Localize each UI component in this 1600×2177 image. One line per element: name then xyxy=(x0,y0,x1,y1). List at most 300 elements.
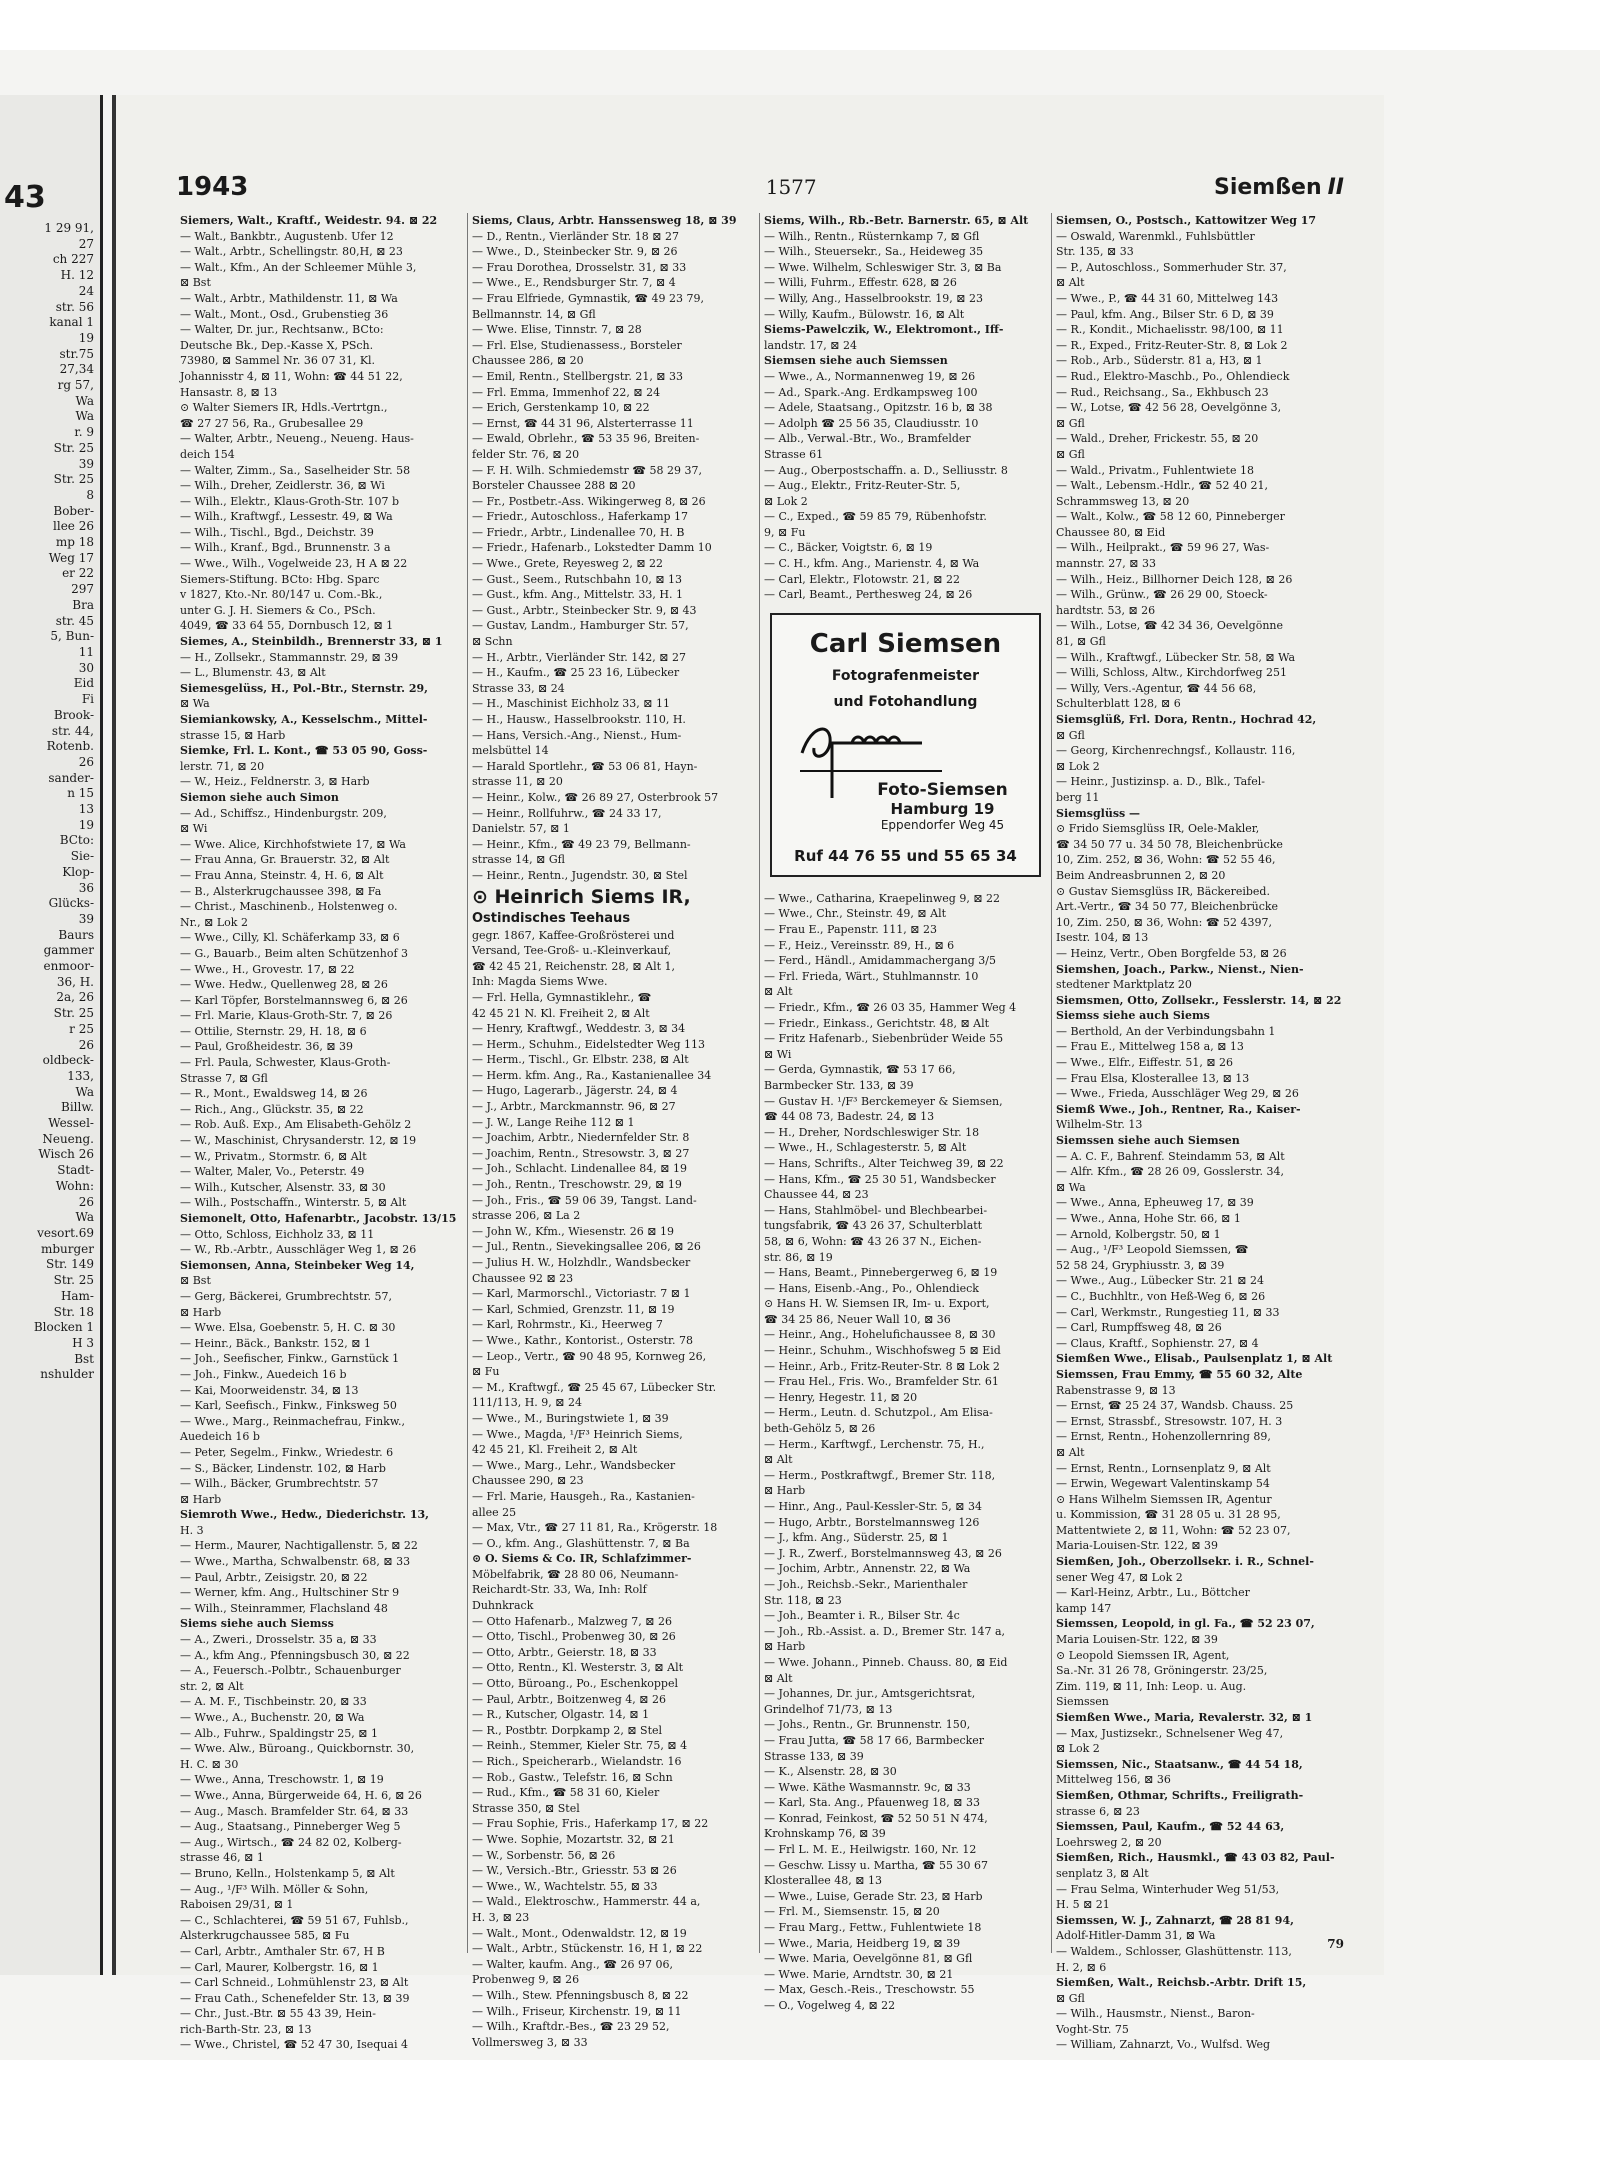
previous-page-fragment: Bra xyxy=(72,597,94,612)
ad-city: Hamburg 19 xyxy=(890,799,995,818)
directory-entry: — J. R., Zwerf., Borstelmannsweg 43, ⊠ 26 xyxy=(764,1546,1002,1560)
directory-entry: — Rob. Auß. Exp., Am Elisabeth-Gehölz 2 xyxy=(180,1118,412,1132)
directory-heading-entry: Siemßen, Joh., Oberzollsekr. i. R., Schnel- xyxy=(1056,1555,1314,1569)
directory-entry: deich 154 xyxy=(180,447,235,461)
directory-entry: — Paul, kfm. Ang., Bilser Str. 6 D, ⊠ 39 xyxy=(1056,307,1274,321)
previous-page-fragment: Str. 25 xyxy=(53,1006,94,1021)
directory-entry: ⊙ Leopold Siemssen IR, Agent, xyxy=(1056,1648,1230,1662)
directory-entry: — Wwe. Maria, Oevelgönne 81, ⊠ Gfl xyxy=(764,1952,973,1966)
directory-entry: Str. 135, ⊠ 33 xyxy=(1056,245,1134,259)
previous-page-fragment: Wa xyxy=(75,1210,94,1225)
directory-entry: ⊠ Alt xyxy=(764,1671,793,1685)
directory-entry: ⊠ Harb xyxy=(180,1492,222,1506)
directory-entry: — John W., Kfm., Wiesenstr. 26 ⊠ 19 xyxy=(472,1224,674,1238)
directory-entry: — Aug., ¹/F³ Leopold Siemssen, ☎ xyxy=(1056,1243,1249,1257)
directory-entry: — Wald., Dreher, Frickestr. 55, ⊠ 20 xyxy=(1056,432,1259,446)
directory-entry: — Frl. Frieda, Wärt., Stuhlmannstr. 10 xyxy=(764,969,979,983)
directory-entry: 9, ⊠ Fu xyxy=(764,525,806,539)
previous-page-fragment: Str. 149 xyxy=(46,1257,94,1272)
directory-entry: Chaussee 286, ⊠ 20 xyxy=(472,354,584,368)
directory-entry: strasse 15, ⊠ Harb xyxy=(180,728,286,742)
directory-entry: — Walt., Kolw., ☎ 58 12 60, Pinneberger xyxy=(1056,510,1285,524)
directory-entry: — Wilh., Postschaffn., Winterstr. 5, ⊠ Alt xyxy=(180,1196,407,1210)
previous-page-fragment: llee 26 xyxy=(53,519,94,534)
directory-entry: ⊠ Alt xyxy=(764,1453,793,1467)
previous-page-fragment: 5, Bun- xyxy=(50,629,94,644)
directory-entry: ⊠ Harb xyxy=(180,1305,222,1319)
directory-entry: — Ferd., Händl., Amidammachergang 3/5 xyxy=(764,954,996,968)
directory-entry: — Wwe. Marie, Arndtstr. 30, ⊠ 21 xyxy=(764,1967,954,1981)
directory-entry: — Wwe., Luise, Gerade Str. 23, ⊠ Harb xyxy=(764,1889,983,1903)
previous-page-fragment: Str. 18 xyxy=(53,1304,94,1319)
previous-page-fragment: Str. 25 xyxy=(53,440,94,455)
directory-entry: — Wald., Privatm., Fuhlentwiete 18 xyxy=(1056,463,1254,477)
directory-entry: — Otto, Tischl., Probenweg 30, ⊠ 26 xyxy=(472,1630,676,1644)
directory-entry: Chaussee 44, ⊠ 23 xyxy=(764,1188,869,1202)
directory-entry: — Rich., Speicherarb., Wielandstr. 16 xyxy=(472,1755,682,1768)
directory-entry: ⊠ Gfl xyxy=(1056,416,1085,430)
directory-entry: — Willy, Kaufm., Bülowstr. 16, ⊠ Alt xyxy=(764,307,965,321)
directory-entry: — Frau Elsa, Klosterallee 13, ⊠ 13 xyxy=(1056,1071,1250,1085)
directory-entry: — Frl. Hella, Gymnastiklehr., ☎ xyxy=(472,990,652,1004)
directory-entry: — Frl. Marie, Klaus-Groth-Str. 7, ⊠ 26 xyxy=(180,1009,393,1023)
directory-entry: 10, Zim. 250, ⊠ 36, Wohn: ☎ 52 4397, xyxy=(1056,915,1273,929)
directory-entry: — H., Dreher, Nordschleswiger Str. 18 xyxy=(764,1125,980,1139)
directory-entry: — Wilh., Bäcker, Grumbrechtstr. 57 xyxy=(180,1477,379,1491)
directory-entry: — Frl. Paula, Schwester, Klaus-Groth- xyxy=(180,1056,391,1070)
directory-entry: — Ewald, Obrlehr., ☎ 53 35 96, Breiten- xyxy=(472,432,700,446)
directory-entry: — Hugo, Arbtr., Borstelmannsweg 126 xyxy=(764,1515,980,1529)
directory-entry: Sa.-Nr. 31 26 78, Gröningerstr. 23/25, xyxy=(1056,1664,1268,1678)
directory-heading-entry: Siemsen siehe auch Siemssen xyxy=(764,354,948,368)
running-head-roman: II xyxy=(1327,174,1344,200)
directory-entry: 4049, ☎ 33 64 55, Dornbusch 12, ⊠ 1 xyxy=(180,619,394,633)
directory-entry: — K., Alsenstr. 28, ⊠ 30 xyxy=(764,1765,897,1779)
directory-entry: — Heinr., Bäck., Bankstr. 152, ⊠ 1 xyxy=(180,1336,371,1350)
directory-entry: — Geschw. Lissy u. Martha, ☎ 55 30 67 xyxy=(764,1858,989,1872)
directory-entry: H. 5 ⊠ 21 xyxy=(1056,1898,1110,1912)
ad-title-1: Fotografenmeister xyxy=(831,667,980,684)
directory-entry: Raboisen 29/31, ⊠ 1 xyxy=(180,1898,294,1912)
directory-entry: — A. C. F., Bahrenf. Steindamm 53, ⊠ Alt xyxy=(1056,1149,1285,1163)
directory-entry: — W., Privatm., Stormstr. 6, ⊠ Alt xyxy=(180,1149,367,1163)
directory-entry: — Frau Anna, Steinstr. 4, H. 6, ⊠ Alt xyxy=(180,868,384,882)
directory-entry: ⊠ Schn xyxy=(472,635,513,649)
directory-entry: ⊠ Lok 2 xyxy=(1056,1742,1100,1756)
directory-entry: — Frau Sophie, Fris., Haferkamp 17, ⊠ 22 xyxy=(472,1817,709,1831)
directory-entry: — Hans, Beamt., Pinnebergerweg 6, ⊠ 19 xyxy=(764,1266,998,1280)
directory-entry: — Wwe., M., Buringstwiete 1, ⊠ 39 xyxy=(472,1411,669,1425)
previous-page-fragment: nshulder xyxy=(40,1367,94,1382)
directory-entry: 52 58 24, Gryphiusstr. 3, ⊠ 39 xyxy=(1056,1258,1225,1272)
previous-page-fragment: str. 44, xyxy=(51,723,94,738)
column-1 xyxy=(176,213,468,2052)
directory-entry: — Wwe., Cilly, Kl. Schäferkamp 33, ⊠ 6 xyxy=(180,931,400,945)
ad-shop-block xyxy=(852,780,1033,832)
directory-entry: — Wwe., A., Buchenstr. 20, ⊠ Wa xyxy=(180,1711,365,1724)
previous-page-fragment: Wa xyxy=(75,1084,94,1099)
directory-entry: — C., Buchhltr., von Heß-Weg 6, ⊠ 26 xyxy=(1056,1289,1266,1303)
directory-entry: — Herm., Maurer, Nachtigallenstr. 5, ⊠ 22 xyxy=(180,1539,418,1553)
directory-entry: 73980, ⊠ Sammel Nr. 36 07 31, Kl. xyxy=(180,354,376,368)
directory-entry: — R., Kutscher, Olgastr. 14, ⊠ 1 xyxy=(472,1708,650,1722)
directory-heading-entry: Siemke, Frl. L. Kont., ☎ 53 05 90, Goss- xyxy=(180,744,428,758)
directory-entry: sener Weg 47, ⊠ Lok 2 xyxy=(1056,1570,1183,1584)
directory-entry: — Gust., kfm. Ang., Mittelstr. 33, H. 1 xyxy=(472,588,683,602)
directory-entry: — Arnold, Kolbergstr. 50, ⊠ 1 xyxy=(1056,1227,1221,1241)
directory-entry: Schrammsweg 13, ⊠ 20 xyxy=(1056,494,1190,508)
directory-entry: — Walter, Maler, Vo., Peterstr. 49 xyxy=(180,1165,365,1179)
directory-entry: Wilhelm-Str. 13 xyxy=(1056,1118,1143,1132)
previous-page-fragment: Wessel- xyxy=(48,1116,94,1131)
directory-entry: — Aug., Masch. Bramfelder Str. 64, ⊠ 33 xyxy=(180,1804,409,1818)
previous-page-fragment: Blocken 1 xyxy=(33,1320,94,1335)
directory-entry: Vollmersweg 3, ⊠ 33 xyxy=(472,2035,588,2049)
directory-entry: — Wilh., Heiz., Billhorner Deich 128, ⊠ 26 xyxy=(1056,572,1293,586)
directory-entry: rich-Barth-Str. 23, ⊠ 13 xyxy=(180,2022,312,2036)
previous-page-fragment: Weg 17 xyxy=(48,550,94,565)
directory-entry: mannstr. 27, ⊠ 33 xyxy=(1056,557,1156,571)
previous-page-fragment: 27,34 xyxy=(59,362,94,377)
directory-entry: — Joh., Rentn., Treschowstr. 29, ⊠ 19 xyxy=(472,1178,682,1192)
directory-entry: — Wwe. Alw., Büroang., Quickbornstr. 30, xyxy=(180,1742,415,1756)
directory-heading-entry: Siemssen, Nic., Staatsanw., ☎ 44 54 18, xyxy=(1056,1757,1303,1771)
directory-entry: ⊠ Gfl xyxy=(1056,447,1085,461)
directory-entry: — Christ., Maschinenb., Holstenweg o. xyxy=(180,900,398,914)
directory-entry: — Heinr., Arb., Fritz-Reuter-Str. 8 ⊠ Lok 2 xyxy=(764,1359,1000,1373)
directory-entry: — Jul., Rentn., Sievekingsallee 206, ⊠ 26 xyxy=(472,1240,701,1254)
directory-entry: lerstr. 71, ⊠ 20 xyxy=(180,759,265,773)
directory-entry: — Gerg, Bäckerei, Grumbrechtstr. 57, xyxy=(180,1289,392,1303)
directory-entry: — Otto, Arbtr., Geierstr. 18, ⊠ 33 xyxy=(472,1645,657,1659)
directory-entry: — Friedr., Hafenarb., Lokstedter Damm 10 xyxy=(472,541,712,555)
directory-entry: felder Str. 76, ⊠ 20 xyxy=(472,447,580,461)
directory-heading-entry: Siemssen, Leopold, in gl. Fa., ☎ 52 23 07, xyxy=(1056,1617,1315,1631)
directory-entry: — W., Sorbenstr. 56, ⊠ 26 xyxy=(472,1848,616,1862)
directory-entry: — Aug., Oberpostschaffn. a. D., Selliusstr. 8 xyxy=(764,463,1008,477)
directory-entry: — Peter, Segelm., Finkw., Wriedestr. 6 xyxy=(180,1445,394,1459)
previous-page-fragment: 11 xyxy=(78,644,94,659)
directory-heading-entry: Siemssen siehe auch Siemsen xyxy=(1056,1134,1240,1148)
directory-entry: — Gustav, Landm., Hamburger Str. 57, xyxy=(472,619,689,633)
directory-entry: ⊠ Wi xyxy=(764,1047,792,1061)
directory-entry: — Werner, kfm. Ang., Hultschiner Str 9 xyxy=(180,1586,400,1600)
directory-entry: — Walter, Zimm., Sa., Saselheider Str. 58 xyxy=(180,463,411,477)
directory-entry: — Herm. kfm. Ang., Ra., Kastanienallee 34 xyxy=(472,1068,712,1082)
directory-heading-entry: Ostindisches Teehaus xyxy=(472,910,631,926)
directory-entry: — Willi, Fuhrm., Effestr. 628, ⊠ 26 xyxy=(764,276,957,290)
directory-heading-entry: Siemroth Wwe., Hedw., Diederichstr. 13, xyxy=(180,1508,429,1522)
directory-entry: — O., Vogelweg 4, ⊠ 22 xyxy=(764,1999,896,2012)
directory-entry: — Wwe., Marg., Lehr., Wandsbecker xyxy=(472,1458,676,1472)
previous-page-fragment: Ham- xyxy=(60,1288,94,1303)
directory-entry: — Wwe., Marg., Reinmachefrau, Finkw., xyxy=(180,1414,405,1428)
directory-entry: ⊠ Gfl xyxy=(1056,728,1085,742)
directory-entry: Siemssen xyxy=(1056,1695,1109,1709)
directory-entry: — Wwe., Christel, ☎ 52 47 30, Isequai 4 xyxy=(180,2038,408,2052)
directory-entry: Probenweg 9, ⊠ 26 xyxy=(472,1973,580,1987)
directory-entry: — Paul, Arbtr., Zeisigstr. 20, ⊠ 22 xyxy=(180,1570,368,1584)
directory-entry: — L., Blumenstr. 43, ⊠ Alt xyxy=(180,666,326,680)
directory-entry: — Kai, Moorweidenstr. 34, ⊠ 13 xyxy=(180,1383,359,1397)
directory-entry: — Frau Anna, Gr. Brauerstr. 32, ⊠ Alt xyxy=(180,853,390,867)
directory-entry: ⊠ Alt xyxy=(1056,1445,1085,1459)
directory-entry: — Paul, Arbtr., Boitzenweg 4, ⊠ 26 xyxy=(472,1692,666,1706)
previous-page-fragment: Klop- xyxy=(62,864,94,879)
directory-entry: — Wilh., Steuersekr., Sa., Heideweg 35 xyxy=(764,245,984,259)
directory-entry: ⊙ Frido Siemsglüss IR, Oele-Makler, xyxy=(1056,822,1260,836)
previous-page-fragment: er 22 xyxy=(62,566,94,581)
previous-page-fragment: vesort.69 xyxy=(37,1226,94,1240)
previous-page-fragment: str.75 xyxy=(59,346,94,361)
directory-entry: 111/113, H. 9, ⊠ 24 xyxy=(472,1396,582,1410)
previous-page-fragment: Bst xyxy=(74,1351,94,1366)
directory-entry: — H., Zollsekr., Stammannstr. 29, ⊠ 39 xyxy=(180,650,399,664)
directory-entry: — Wwe., Kathr., Kontorist., Osterstr. 78 xyxy=(472,1333,693,1347)
directory-entry: — Wwe., Anna, Hohe Str. 66, ⊠ 1 xyxy=(1056,1212,1241,1225)
directory-entry: — Wilh., Tischl., Bgd., Deichstr. 39 xyxy=(180,525,374,539)
directory-entry: — Waldem., Schlosser, Glashüttenstr. 113, xyxy=(1056,1944,1292,1958)
directory-entry: hardtstr. 53, ⊠ 26 xyxy=(1056,603,1156,617)
directory-entry: — A., kfm Ang., Pfenningsbusch 30, ⊠ 22 xyxy=(180,1648,410,1662)
directory-entry: — H., Kaufm., ☎ 25 23 16, Lübecker xyxy=(472,666,680,680)
directory-entry: berg 11 xyxy=(1056,790,1100,804)
ad-phone: Ruf 44 76 55 und 55 65 34 xyxy=(794,846,1017,865)
directory-entry: — J. W., Lange Reihe 112 ⊠ 1 xyxy=(472,1115,635,1129)
directory-heading-entry: Siemss siehe auch Siems xyxy=(1056,1009,1210,1023)
directory-entry: — Konrad, Feinkost, ☎ 52 50 51 N 474, xyxy=(764,1811,988,1825)
previous-page-fragment: 297 xyxy=(71,582,94,597)
directory-entry: — Ernst, Rentn., Lornsenplatz 9, ⊠ Alt xyxy=(1056,1461,1271,1475)
directory-entry: — Heinr., Justizinsp. a. D., Blk., Tafel- xyxy=(1056,775,1265,789)
directory-entry: — Wwe., A., Normannenweg 19, ⊠ 26 xyxy=(764,369,976,383)
directory-entry: — R., Postbtr. Dorpkamp 2, ⊠ Stel xyxy=(472,1723,663,1737)
directory-entry: Loehrsweg 2, ⊠ 20 xyxy=(1056,1835,1162,1849)
directory-entry: — Herm., Schuhm., Eidelstedter Weg 113 xyxy=(472,1037,706,1051)
directory-entry: — Frl. M., Siemsenstr. 15, ⊠ 20 xyxy=(764,1905,940,1919)
directory-entry: — Rud., Elektro-Maschb., Po., Ohlendieck xyxy=(1056,369,1290,383)
directory-entry: — Carl Schneid., Lohmühlenstr 23, ⊠ Alt xyxy=(180,1976,409,1990)
directory-entry: — W., Maschinist, Chrysanderstr. 12, ⊠ 19 xyxy=(180,1134,417,1148)
directory-entry: — Heinr., Kfm., ☎ 49 23 79, Bellmann- xyxy=(472,837,691,851)
directory-entry: — Herm., Tischl., Gr. Elbstr. 238, ⊠ Alt xyxy=(472,1053,689,1067)
directory-entry: — Wilh., Steinrammer, Flachsland 48 xyxy=(180,1601,388,1615)
directory-entry: — Hans, Schrifts., Alter Teichweg 39, ⊠ 22 xyxy=(764,1156,1004,1170)
directory-entry: ☎ 34 50 77 u. 34 50 78, Bleichenbrücke xyxy=(1056,837,1283,851)
directory-entry: — Wwe. Johann., Pinneb. Chauss. 80, ⊠ Eid xyxy=(764,1655,1008,1669)
previous-page-fragment: 26 xyxy=(78,1194,94,1209)
directory-entry: — Henry, Kraftwgf., Weddestr. 3, ⊠ 34 xyxy=(472,1022,686,1036)
directory-entry: — Walt., Lebensm.-Hdlr., ☎ 52 40 21, xyxy=(1056,479,1268,493)
directory-entry: — Walt., Mont., Odenwaldstr. 12, ⊠ 19 xyxy=(472,1926,687,1940)
directory-entry: — Walt., Kfm., An der Schleemer Mühle 3, xyxy=(180,260,417,274)
directory-entry: — O., kfm. Ang., Glashüttenstr. 7, ⊠ Ba xyxy=(472,1536,690,1550)
directory-entry: — William, Zahnarzt, Vo., Wulfsd. Weg xyxy=(1056,2038,1271,2052)
directory-entry: — Aug., Elektr., Fritz-Reuter-Str. 5, xyxy=(764,479,961,493)
directory-entry: — R., Kondit., Michaelisstr. 98/100, ⊠ 11 xyxy=(1056,323,1284,337)
directory-heading-entry: Siemssen, W. J., Zahnarzt, ☎ 28 81 94, xyxy=(1056,1913,1294,1927)
directory-heading-entry: Siemßen, Othmar, Schrifts., Freiligrath- xyxy=(1056,1788,1304,1802)
ad-shop-name: Foto-Siemsen xyxy=(877,779,1008,800)
directory-entry: ⊠ Wa xyxy=(180,697,210,711)
previous-page-fragment: 8 xyxy=(86,487,94,502)
directory-entry: strasse 46, ⊠ 1 xyxy=(180,1851,264,1865)
directory-entry: 58, ⊠ 6, Wohn: ☎ 43 26 37 N., Eichen- xyxy=(764,1234,982,1248)
previous-page-fragment: Billw. xyxy=(61,1100,94,1115)
footer-mark: 79 xyxy=(1327,1937,1344,1951)
directory-entry: — Erwin, Wegewart Valentinskamp 54 xyxy=(1056,1477,1270,1491)
directory-entry: — Emil, Rentn., Stellbergstr. 21, ⊠ 33 xyxy=(472,369,684,383)
directory-entry: — Wwe., Grete, Reyesweg 2, ⊠ 22 xyxy=(472,557,664,571)
directory-entry: ⊠ Alt xyxy=(764,985,793,999)
directory-entry: — Oswald, Warenmkl., Fuhlsbüttler xyxy=(1056,229,1255,243)
directory-entry: Krohnskamp 76, ⊠ 39 xyxy=(764,1827,886,1841)
previous-page-fragment: mp 18 xyxy=(55,535,94,550)
directory-entry: — Wwe. Sophie, Mozartstr. 32, ⊠ 21 xyxy=(472,1832,675,1846)
directory-entry: Zim. 119, ⊠ 11, Inh: Leop. u. Aug. xyxy=(1056,1679,1247,1693)
directory-entry: 81, ⊠ Gfl xyxy=(1056,635,1106,649)
directory-entry: — Johannes, Dr. jur., Amtsgerichtsrat, xyxy=(764,1687,976,1701)
directory-entry: — Karl, Schmied, Grenzstr. 11, ⊠ 19 xyxy=(472,1302,675,1316)
previous-page-fragment: Wisch 26 xyxy=(38,1147,94,1162)
directory-entry: — Walt., Arbtr., Mathildenstr. 11, ⊠ Wa xyxy=(180,291,398,305)
previous-page-fragment: enmoor- xyxy=(43,959,94,974)
directory-entry: — Georg, Kirchenrechngsf., Kollaustr. 116, xyxy=(1056,744,1296,758)
directory-entry: — Hans, Versich.-Ang., Nienst., Hum- xyxy=(472,728,682,742)
directory-entry: — Erich, Gerstenkamp 10, ⊠ 22 xyxy=(472,401,650,415)
directory-entry: — Wwe. Hedw., Quellenweg 28, ⊠ 26 xyxy=(180,978,388,992)
directory-entry: — Wwe. Käthe Wasmannstr. 9c, ⊠ 33 xyxy=(764,1780,971,1794)
column-3 xyxy=(760,213,1052,2012)
previous-page-fragment: Brook- xyxy=(53,707,94,722)
directory-entry: — Julius H. W., Holzhdlr., Wandsbecker xyxy=(472,1256,691,1269)
previous-page-fragment: BCto: xyxy=(59,833,94,848)
directory-entry: Barmbecker Str. 133, ⊠ 39 xyxy=(764,1078,914,1092)
directory-entry: — A., Feuersch.-Polbtr., Schauenburger xyxy=(180,1664,401,1678)
directory-entry: — Carl, Maurer, Kolbergstr. 16, ⊠ 1 xyxy=(180,1960,379,1974)
directory-entry: ⊠ Lok 2 xyxy=(764,494,808,508)
directory-entry: — Willy, Vers.-Agentur, ☎ 44 56 68, xyxy=(1056,681,1257,695)
directory-entry: — C. H., kfm. Ang., Marienstr. 4, ⊠ Wa xyxy=(764,557,980,571)
directory-entry: — Wwe., Frieda, Ausschläger Weg 29, ⊠ 26 xyxy=(1056,1087,1299,1101)
directory-entry: strasse 6, ⊠ 23 xyxy=(1056,1804,1140,1818)
directory-entry: — Karl, Seefisch., Finkw., Finksweg 50 xyxy=(180,1399,397,1413)
directory-entry: ⊠ Bst xyxy=(180,1274,211,1288)
directory-entry: — Ernst, Rentn., Hohenzollernring 89, xyxy=(1056,1430,1271,1444)
directory-entry: — Wwe., Anna, Treschowstr. 1, ⊠ 19 xyxy=(180,1773,384,1787)
previous-page-fragment: Wa xyxy=(75,393,94,408)
page-header xyxy=(176,167,1344,207)
previous-page-header: 43 xyxy=(4,180,46,215)
directory-entry: Rabenstrasse 9, ⊠ 13 xyxy=(1056,1383,1176,1397)
directory-heading-entry: Siems, Wilh., Rb.-Betr. Barnerstr. 65, ⊠ Alt xyxy=(764,214,1029,227)
directory-entry: Chaussee 290, ⊠ 23 xyxy=(472,1474,584,1488)
previous-page-fragment: str. 45 xyxy=(55,613,94,628)
directory-entry: — Willi, Schloss, Altw., Kirchdorfweg 251 xyxy=(1056,666,1288,680)
directory-entry: — Wwe., H., Grovestr. 17, ⊠ 22 xyxy=(180,962,355,976)
directory-heading-entry: Siemers, Walt., Kraftf., Weidestr. 94. ⊠ 22 xyxy=(180,214,438,227)
previous-page-fragments xyxy=(0,221,100,1383)
directory-entry: — Karl-Heinz, Arbtr., Lu., Böttcher xyxy=(1056,1586,1250,1600)
directory-entry: Nr., ⊠ Lok 2 xyxy=(180,915,248,929)
directory-entry: — F., Heiz., Vereinsstr. 89, H., ⊠ 6 xyxy=(764,938,955,952)
directory-entry: — Bruno, Kelln., Holstenkamp 5, ⊠ Alt xyxy=(180,1866,395,1880)
directory-entry: senplatz 3, ⊠ Alt xyxy=(1056,1866,1149,1880)
directory-entry: — Wwe. Wilhelm, Schleswiger Str. 3, ⊠ Ba xyxy=(764,260,1002,274)
directory-entry: ⊠ Wa xyxy=(1056,1180,1086,1194)
directory-entry: — Rob., Arb., Süderstr. 81 a, H3, ⊠ 1 xyxy=(1056,354,1263,368)
previous-page-fragment: Glücks- xyxy=(48,896,94,911)
previous-page-fragment: Sie- xyxy=(70,849,94,864)
directory-entry: — Claus, Kraftf., Sophienstr. 27, ⊠ 4 xyxy=(1056,1336,1259,1350)
page-number: 1577 xyxy=(765,175,817,199)
previous-page-fragment: Str. 25 xyxy=(53,472,94,487)
directory-entry: — Walt., Bankbtr., Augustenb. Ufer 12 xyxy=(180,229,394,243)
directory-entry: — Herm., Postkraftwgf., Bremer Str. 118, xyxy=(764,1468,996,1482)
directory-heading-entry: Siemsglüß, Frl. Dora, Rentn., Hochrad 42, xyxy=(1056,713,1317,726)
directory-entry: Danielstr. 57, ⊠ 1 xyxy=(472,822,570,836)
directory-heading-entry: Siemßen, Walt., Reichsb.-Arbtr. Drift 15, xyxy=(1056,1976,1307,1990)
directory-entry: — Johs., Rentn., Gr. Brunnenstr. 150, xyxy=(764,1718,971,1732)
directory-entry: Chaussee 92 ⊠ 23 xyxy=(472,1271,574,1285)
directory-entry: — Gust., Seem., Rutschbahn 10, ⊠ 13 xyxy=(472,572,683,586)
directory-entry: — Rud., Reichsang., Sa., Ekhbusch 23 xyxy=(1056,385,1269,399)
directory-entry: Siemers-Stiftung. BCto: Hbg. Sparc xyxy=(180,572,380,586)
directory-entry: — Chr., Just.-Btr. ⊠ 55 43 39, Hein- xyxy=(180,2007,376,2021)
directory-entry: — Wilh., Kraftwgf., Lübecker Str. 58, ⊠ Wa xyxy=(1056,650,1296,664)
directory-entry: H. 3, ⊠ 23 xyxy=(472,1910,530,1924)
directory-entry: unter G. J. H. Siemers & Co., PSch. xyxy=(180,603,376,617)
previous-page-fragment: oldbeck- xyxy=(42,1053,94,1068)
directory-heading-entry: Siemsen, O., Postsch., Kattowitzer Weg 17 xyxy=(1056,214,1317,227)
directory-entry: — Friedr., Arbtr., Lindenallee 70, H. B xyxy=(472,525,685,539)
directory-entry: — A., Zweri., Drosselstr. 35 a, ⊠ 33 xyxy=(180,1633,377,1647)
directory-entry: — Wilh., Dreher, Zeidlerstr. 36, ⊠ Wi xyxy=(180,479,385,493)
directory-entry: — Frau E., Mittelweg 158 a, ⊠ 13 xyxy=(1056,1040,1244,1054)
previous-page-fragment: Stadt- xyxy=(57,1163,94,1178)
directory-entry: — Frl L. M. E., Heilwigstr. 160, Nr. 12 xyxy=(764,1843,977,1857)
previous-page-fragment: mburger xyxy=(40,1241,94,1256)
advertisement-carl-siemsen xyxy=(770,613,1041,877)
directory-entry: — Joachim, Rentn., Stresowstr. 3, ⊠ 27 xyxy=(472,1146,690,1160)
directory-entry: — Alb., Verwal.-Btr., Wo., Bramfelder xyxy=(764,432,971,446)
directory-entry: Isestr. 104, ⊠ 13 xyxy=(1056,931,1149,945)
directory-entry: kamp 147 xyxy=(1056,1601,1112,1615)
directory-entry: — J., kfm. Ang., Süderstr. 25, ⊠ 1 xyxy=(764,1531,949,1545)
running-head-name: Siemßen xyxy=(1213,174,1322,200)
directory-entry: stedtener Marktplatz 20 xyxy=(1056,978,1192,992)
directory-page xyxy=(112,95,1384,2052)
directory-entry: — Carl, Elektr., Flotowstr. 21, ⊠ 22 xyxy=(764,572,960,586)
previous-page-fragment: 27 xyxy=(78,236,94,251)
directory-entry: — Fr., Postbetr.-Ass. Wikingerweg 8, ⊠ 26 xyxy=(472,494,706,508)
directory-entry: — Wilh., Friseur, Kirchenstr. 19, ⊠ 11 xyxy=(472,2004,682,2018)
directory-entry: Adolf-Hitler-Damm 31, ⊠ Wa xyxy=(1056,1929,1216,1943)
directory-entry: ☎ 44 08 73, Badestr. 24, ⊠ 13 xyxy=(764,1110,935,1124)
previous-page-fragment: H 3 xyxy=(72,1335,94,1350)
directory-entry: — G., Bauarb., Beim alten Schützenhof 3 xyxy=(180,946,409,960)
previous-page-fragment: r 25 xyxy=(69,1021,94,1036)
directory-entry: Reichardt-Str. 33, Wa, Inh: Rolf xyxy=(472,1583,647,1597)
directory-entry: — Hans, Stahlmöbel- und Blechbearbei- xyxy=(764,1203,988,1217)
directory-entry: — Wwe., Catharina, Kraepelinweg 9, ⊠ 22 xyxy=(764,891,1001,905)
directory-entry: Möbelfabrik, ☎ 28 80 06, Neumann- xyxy=(472,1567,679,1581)
directory-entry: ⊙ Gustav Siemsglüss IR, Bäckereibed. xyxy=(1056,884,1270,898)
directory-entry: u. Kommission, ☎ 31 28 05 u. 31 28 95, xyxy=(1056,1508,1281,1522)
directory-entry: Str. 118, ⊠ 23 xyxy=(764,1593,842,1607)
previous-page-fragment: 36 xyxy=(78,880,94,895)
directory-entry: — Wwe., W., Wachtelstr. 55, ⊠ 33 xyxy=(472,1879,658,1893)
